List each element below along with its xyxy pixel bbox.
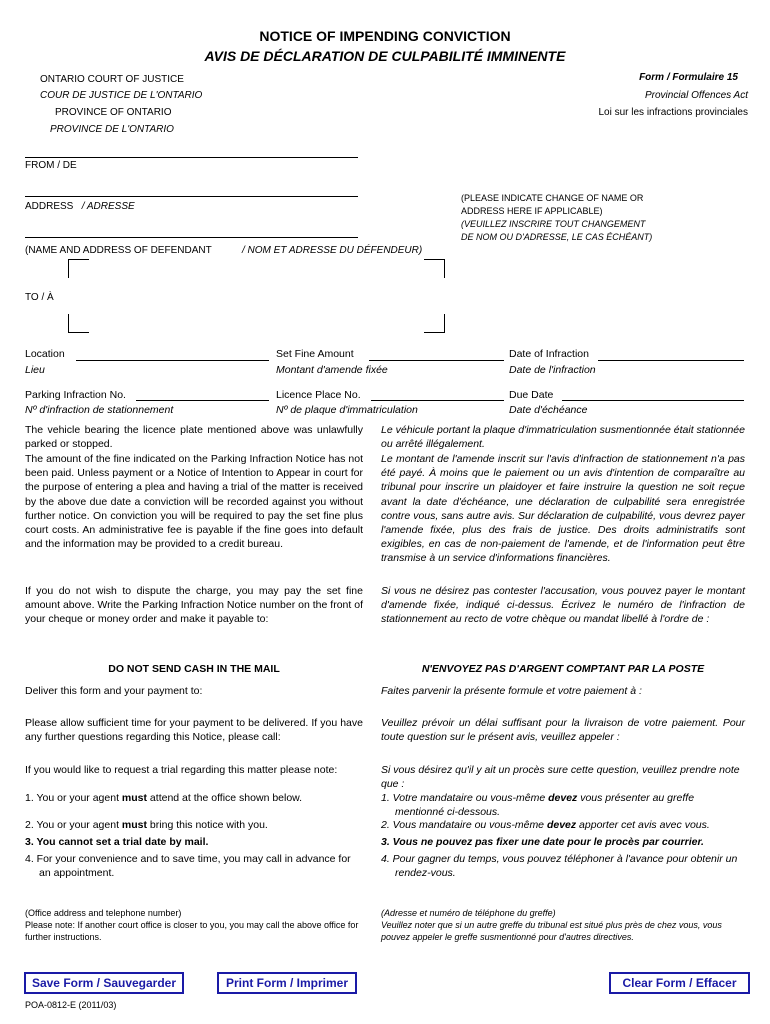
en-deliver: Deliver this form and your payment to: (25, 685, 203, 697)
province-fr: PROVINCE DE L'ONTARIO (50, 124, 174, 135)
en-allow-time: Please allow sufficient time for your payment to be delivered. If you have any further questions regarding this Notice, please call: (25, 717, 363, 744)
defendant-line[interactable] (25, 237, 358, 238)
fr-no-cash-heading: N'ENVOYEZ PAS D'ARGENT COMPTANT PAR LA POSTE (421, 663, 705, 675)
from-label: FROM / DE (25, 160, 77, 171)
defendant-label-fr: / NOM ET ADRESSE DU DÉFENDEUR) (242, 245, 423, 256)
en-paragraph-amount: The amount of the fine indicated on the Parking Infraction Notice has not been paid. Unless payment or a Notice of Intention to Appear in court for the purpose of entering a plea and having a trial of the matter is received by the above due date a conviction will be recorded against you without further notice. On conviction you will be required to pay the set fine plus court costs. An administrative fee is payable if the fine goes into default and the information may be provided to a credit bureau. (25, 453, 363, 551)
set-fine-label: Set Fine Amount (276, 348, 354, 360)
address-label-en: ADDRESS (25, 201, 74, 212)
fr-paragraph-amount: Le montant de l'amende inscrit sur l'avis d'infraction de stationnement n'a pas été payé. À moins que le paiement ou un avis d'intention de comparaître au tribunal pour inscrire un plaidoyer et faire instruire la question ne soit reçue avant la date d'échéance, une déclaration de culpabilité sera enregistrée contre vous, sans autre avis. Sur déclaration de culpabilité, vous devrez payer l'amende fixée, plus des frais de justice. Des droits administratifs sont exigibles, en cas de non-paiement de l'amende, et de l'information peut être transmise à un service d'informations financières. (381, 453, 745, 565)
fr-item-1-bold: devez (548, 792, 578, 804)
window-bracket-top-right (424, 259, 445, 278)
window-bracket-bottom-right (424, 314, 445, 333)
parking-no-input[interactable] (136, 400, 269, 401)
en-paragraph-vehicle: The vehicle bearing the licence plate mentioned above was unlawfully parked or stopped. (25, 424, 363, 451)
court-fr: COUR DE JUSTICE DE L'ONTARIO (40, 90, 203, 101)
title-en: NOTICE OF IMPENDING CONVICTION (259, 28, 511, 44)
form-code: POA-0812-E (2011/03) (25, 1000, 117, 1010)
province-en: PROVINCE OF ONTARIO (55, 107, 172, 118)
change-note-en-1: (PLEASE INDICATE CHANGE OF NAME OR (461, 193, 644, 203)
fr-deliver: Faites parvenir la présente formule et votre paiement à : (381, 685, 642, 697)
date-infraction-input[interactable] (598, 360, 744, 361)
en-office-address: (Office address and telephone number) (25, 908, 182, 918)
print-form-button[interactable]: Print Form / Imprimer (217, 972, 357, 994)
title-fr: AVIS DE DÉCLARATION DE CULPABILITÉ IMMINENTE (204, 48, 566, 64)
from-line[interactable] (25, 157, 358, 158)
change-note-fr-1: (VEUILLEZ INSCRIRE TOUT CHANGEMENT (461, 219, 646, 229)
address-line[interactable] (25, 196, 358, 197)
parking-no-label: Parking Infraction No. (25, 389, 126, 401)
change-note-en-2: ADDRESS HERE IF APPLICABLE) (461, 206, 603, 216)
en-item-1-pre: 1. You or your agent (25, 792, 122, 804)
court-en: ONTARIO COURT OF JUSTICE (40, 74, 184, 85)
location-input[interactable] (76, 360, 269, 361)
en-item-2-post: bring this notice with you. (147, 819, 268, 831)
to-label: TO / À (25, 292, 54, 303)
fr-item-3: 3. Vous ne pouvez pas fixer une date pour le procès par courrier. (381, 836, 704, 848)
en-trial: If you would like to request a trial regarding this matter please note: (25, 764, 338, 776)
en-item-2-pre: 2. You or your agent (25, 819, 122, 831)
fr-item-2-pre: 2. Vous mandataire ou vous-même (381, 819, 547, 831)
fr-item-4: 4. Pour gagner du temps, vous pouvez téléphoner à l'avance pour obtenir un rendez-vous. (381, 853, 738, 880)
fr-item-2-post: apporter cet avis avec vous. (576, 819, 710, 831)
fr-paragraph-payment: Si vous ne désirez pas contester l'accusation, vous pouvez payer le montant d'amende fixée, indiqué ci-dessus. Écrivez le numéro de l'infraction de stationnement au recto de votre chèque ou mandat libellé à l'ordre de : (381, 585, 745, 626)
en-item-3: 3. You cannot set a trial date by mail. (25, 836, 209, 848)
due-date-label-fr: Date d'échéance (509, 404, 588, 416)
address-label (25, 201, 135, 212)
en-paragraph-payment: If you do not wish to dispute the charge, you may pay the set fine amount above. Write the Parking Infraction Notice number on the front of your cheque or money order and make it payable to: (25, 585, 363, 626)
en-no-cash-heading: DO NOT SEND CASH IN THE MAIL (108, 663, 280, 675)
en-item-4: 4. For your convenience and to save time, you may call in advance for an appointment. (25, 853, 351, 880)
fr-item-2-bold: devez (546, 819, 577, 831)
date-infraction-label: Date of Infraction (509, 348, 589, 360)
due-date-label: Due Date (509, 389, 554, 401)
fr-item-1 (381, 791, 745, 819)
en-item-2-bold: must (121, 819, 148, 831)
en-item-2 (25, 818, 363, 832)
address-label-fr: / ADRESSE (81, 201, 135, 212)
window-bracket-top-left (68, 259, 89, 278)
defendant-label-en: (NAME AND ADDRESS OF DEFENDANT (25, 245, 212, 256)
en-item-1-post: attend at the office shown below. (147, 792, 303, 804)
clear-form-button[interactable]: Clear Form / Effacer (609, 972, 750, 994)
licence-label-fr: Nº de plaque d'immatriculation (276, 404, 418, 416)
act-en: Provincial Offences Act (644, 90, 748, 101)
location-label-fr: Lieu (25, 364, 45, 376)
en-item-1-bold: must (121, 792, 148, 804)
fr-office-address: (Adresse et numéro de téléphone du greffe) (381, 908, 556, 918)
form-number: Form / Formulaire 15 (639, 72, 738, 83)
licence-label: Licence Place No. (276, 389, 361, 401)
fr-allow-time: Veuillez prévoir un délai suffisant pour la livraison de votre paiement. Pour toute question sur le présent avis, veuillez appeler : (381, 717, 745, 744)
date-infraction-label-fr: Date de l'infraction (509, 364, 596, 376)
en-office-note: Please note: If another court office is closer to you, you may call the above office for further instructions. (25, 920, 359, 942)
en-item-1 (25, 791, 363, 805)
window-bracket-bottom-left (68, 314, 89, 333)
due-date-input[interactable] (562, 400, 744, 401)
location-label: Location (25, 348, 65, 360)
fr-paragraph-vehicle: Le véhicule portant la plaque d'immatriculation susmentionnée était stationnée ou arrêté illégalement. (381, 424, 745, 451)
parking-no-label-fr: Nº d'infraction de stationnement (25, 404, 174, 416)
fr-trial: Si vous désirez qu'il y ait un procès sure cette question, veuillez prendre note que : (381, 764, 740, 791)
licence-input[interactable] (371, 400, 504, 401)
fr-item-1-pre: 1. Votre mandataire ou vous-même (381, 792, 549, 804)
act-fr: Loi sur les infractions provinciales (598, 107, 748, 118)
fr-office-note: Veuillez noter que si un autre greffe du tribunal est situé plus près de chez vous, vous pouvez appeler le greffe susmentionné pour d'autres directives. (381, 920, 722, 942)
fr-item-1-post: vous présenter au greffe mentionné ci-dessous. (395, 792, 695, 819)
change-note-fr-2: DE NOM OU D'ADRESSE, LE CAS ÉCHÉANT) (461, 232, 653, 242)
set-fine-label-fr: Montant d'amende fixée (276, 364, 388, 376)
set-fine-input[interactable] (369, 360, 504, 361)
fr-item-2 (381, 818, 745, 832)
save-form-button[interactable]: Save Form / Sauvegarder (24, 972, 184, 994)
